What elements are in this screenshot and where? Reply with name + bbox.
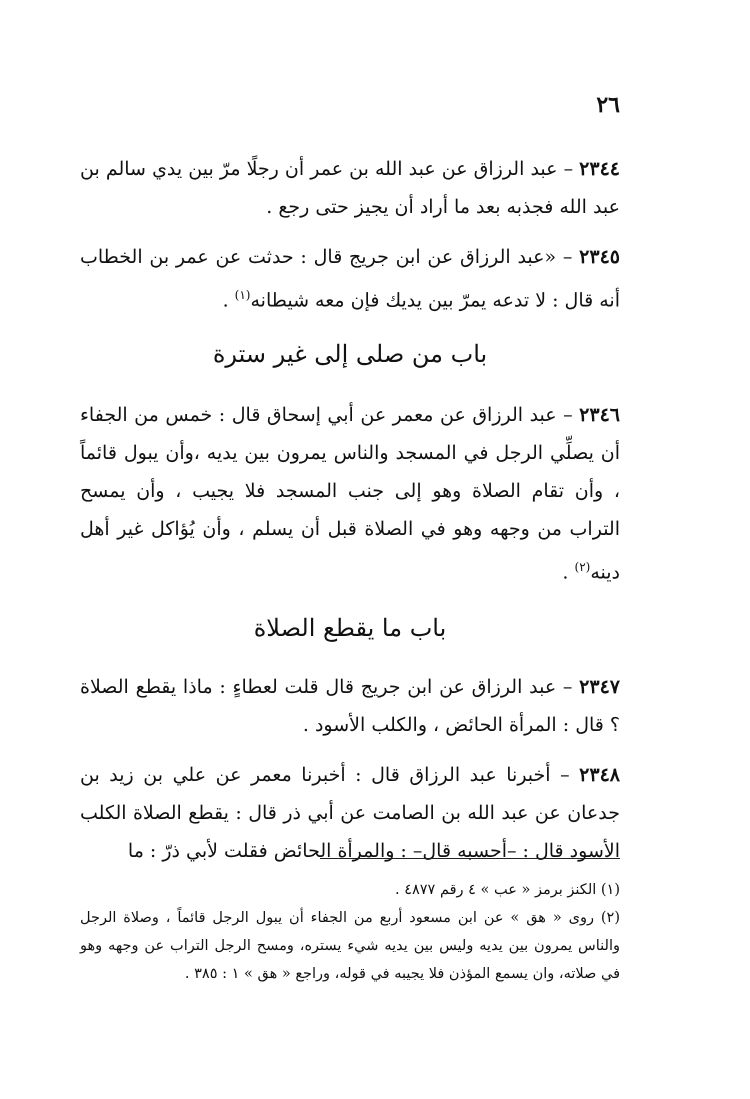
footnote-ref: (٢) [574,560,591,574]
chapter-heading-interrupts: باب ما يقطع الصلاة [253,614,447,642]
hadith-number: ٢٣٤٧ [579,676,620,698]
hadith-end: . [562,561,575,584]
hadith-2346 [80,396,620,591]
chapter-heading-sutra: باب من صلى إلى غير سترة [212,340,488,368]
footnote-2: (٢) روى « هق » عن ابن مسعود أربع من الجفاء أن يبول الرجل قائماً ، وصلاة الرجل والناس يمرون بين يديه وليس بين يديه شيء يستره، ومسح الرجل التراب عن وجهه وهو في صلاته، وان يسمع المؤذن فلا يجيبه في قوله، وراجع « هق » ١ : ٣٨٥ . [80,910,620,982]
hadith-text: – عبد الرزاق عن معمر عن أبي إسحاق قال : خمس من الجفاء أن يصلِّي الرجل في المسجد والناس يمرون بين يديه ،وأن يبول قائماً ، وأن تقام الصلاة وهو إلى جنب المسجد فلا يجيب ، وأن يمسح التراب من وجهه وهو في الصلاة قبل أن يسلم ، وأن يُؤاكل غير أهل دينه [80,404,620,584]
hadith-number: ٢٣٤٦ [579,404,620,426]
hadith-number: ٢٣٤٥ [579,246,620,268]
footnote-1: (١) الكنز برمز « عب » ٤ رقم ٤٨٧٧ . [394,882,620,898]
footnote-divider [320,858,620,859]
hadith-number: ٢٣٤٨ [579,764,620,786]
hadith-2345 [80,238,620,319]
hadith-text: – أخبرنا عبد الرزاق قال : أخبرنا معمر عن علي بن زيد بن جدعان عن عبد الله بن الصامت عن أبي ذر قال : يقطع الصلاة الكلب الأسود قال : –أحسبه قال– : والمرأة الحائض فقلت لأبي ذرّ : ما [80,764,620,862]
hadith-2344 [80,150,620,226]
footnote-ref: (١) [234,288,251,302]
hadith-end: . [222,289,235,312]
hadith-2347 [80,668,620,744]
hadith-text: – «عبد الرزاق عن ابن جريج قال : حدثت عن عمر بن الخطاب أنه قال : لا تدعه يمرّ بين يديك فإن معه شيطانه [80,246,620,312]
hadith-2348 [80,756,620,870]
page-number: ٢٦ [596,92,620,118]
hadith-text: – عبد الرزاق عن عبد الله بن عمر أن رجلًا مرّ بين يدي سالم بن عبد الله فجذبه بعد ما أراد أن يجيز حتى رجع . [80,158,620,218]
hadith-text: – عبد الرزاق عن ابن جريج قال قلت لعطاءٍ : ماذا يقطع الصلاة ؟ قال : المرأة الحائض ، والكلب الأسود . [80,676,620,736]
hadith-number: ٢٣٤٤ [579,158,620,180]
footnotes [80,876,620,988]
